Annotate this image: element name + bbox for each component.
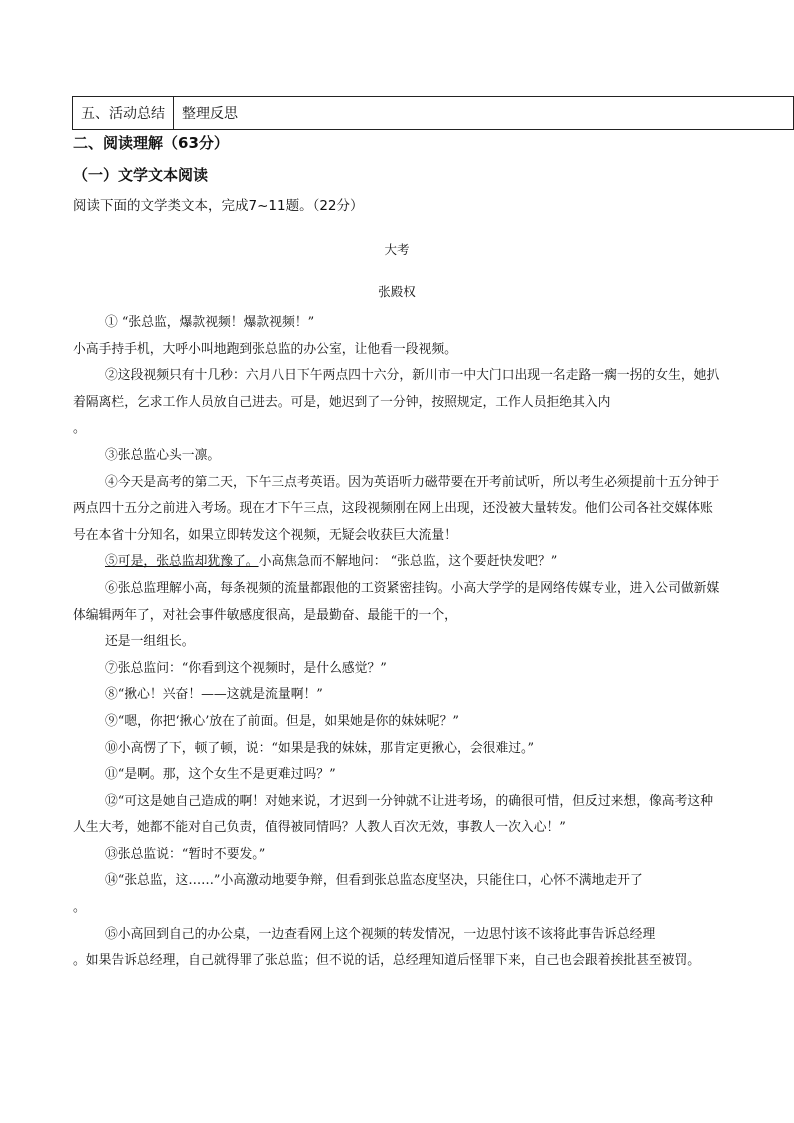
paragraph-1b: 小高手持手机，大呼小叫地跑到张总监的办公室，让他看一段视频。 [73, 341, 457, 357]
paragraph-1: ① “张总监，爆款视频！爆款视频！” [105, 315, 315, 330]
table-cell-content: 整理反思 [182, 106, 238, 122]
paragraph-15: ⑮小高回到自己的办公桌，一边查看网上这个视频的转发情况，一边思忖该不该将此事告诉总经理 [105, 926, 656, 942]
paragraph-5-rest: 小高焦急而不解地问： “张总监，这个要赶快发吧？” [258, 554, 558, 570]
paragraph-6-end: 还是一组组长。 [105, 634, 195, 650]
paragraph-10: ⑩小高愣了下，顿了顿，说：“如果是我的妹妹，那肯定更揪心，会很难过。” [105, 740, 534, 756]
paragraph-12: ⑫“可这是她自己造成的啊！对她来说，才迟到一分钟就不让进考场，的确很可惜，但反过来想，像高考这种人生大考，她都不能对自己负责，值得被同情吗？人教人百次无效，事教人一次入心！” [73, 793, 713, 836]
paragraph-14-end: 。 [73, 900, 86, 916]
paragraph-13: ⑬张总监说：“暂时不要发。” [105, 846, 266, 862]
paragraph-2-end: 。 [73, 421, 86, 437]
paragraph-7: ⑦张总监问：“你看到这个视频时，是什么感觉？” [105, 660, 387, 676]
underlined-sentence: ⑤可是，张总监却犹豫了。 [105, 554, 259, 570]
subsection-title: （一）文学文本阅读 [73, 166, 209, 184]
activity-table-row [72, 96, 794, 130]
paragraph-11: ⑪“是啊。那，这个女生不是更难过吗？” [105, 767, 336, 783]
paragraph-15-end: 。如果告诉总经理，自己就得罪了张总监；但不说的话，总经理知道后怪罪下来，自己也会跟着挨批甚至被罚。 [73, 953, 701, 969]
paragraph-4: ④今天是高考的第二天，下午三点考英语。因为英语听力磁带要在开考前试听，所以考生必须提前十五分钟于两点四十五分之前进入考场。现在才下午三点，这段视频刚在网上出现，还没被大量转发。他们公司各社交媒体账号在本省十分知名，如果立即转发这个视频，无疑会收获巨大流量！ [73, 474, 720, 543]
paragraph-5 [73, 549, 723, 576]
paragraph-3: ③张总监心头一凛。 [105, 447, 221, 463]
article-author: 张殿权 [378, 284, 416, 299]
article-body [73, 310, 723, 975]
paragraph-9: ⑨“嗯，你把‘揪心’放在了前面。但是，如果她是你的妹妹呢？” [105, 713, 459, 729]
article-title: 大考 [384, 242, 410, 257]
paragraph-6: ⑥张总监理解小高，每条视频的流量都跟他的工资紧密挂钩。小高大学学的是网络传媒专业，进入公司做新媒体编辑两年了，对社会事件敏感度很高，是最勤奋、最能干的一个， [73, 580, 720, 623]
instruction-text: 阅读下面的文学类文本，完成7~11题。（22分） [73, 198, 364, 214]
paragraph-14: ⑭“张总监，这……”小高激动地要争辩，但看到张总监态度坚决，只能住口，心怀不满地走开了 [105, 873, 643, 889]
section-title: 二、阅读理解（63分） [73, 134, 229, 152]
table-cell-stage: 五、活动总结 [73, 97, 174, 129]
paragraph-8: ⑧“揪心！兴奋！——这就是流量啊！” [105, 687, 323, 703]
paragraph-2: ②这段视频只有十几秒：六月八日下午两点四十六分，新川市一中大门口出现一名走路一瘸一拐的女生，她扒着隔离栏，乞求工作人员放自己进去。可是，她迟到了一分钟，按照规定，工作人员拒绝其入内 [73, 368, 720, 410]
